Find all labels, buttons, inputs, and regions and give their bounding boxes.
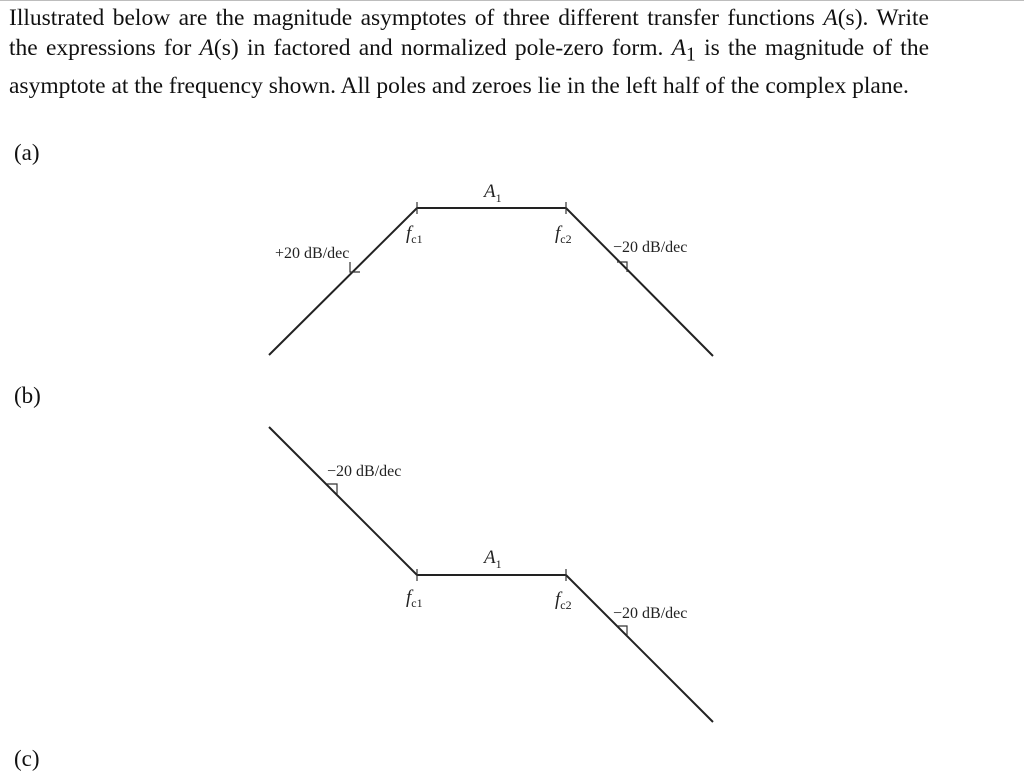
problem-text-part: . Write the expressions for [9,5,929,61]
figure-b [269,427,713,722]
figure-a [269,181,713,356]
figure-b-corner1-label: $f_{c1}$ [406,587,423,610]
problem-text-part: Illustrated below are the magnitude asymptotes of three different transfer functions [9,5,824,31]
problem-text-part: in factored and normalized pole-zero form. [238,35,672,61]
figure-a-right-slope-label: −20 dB/dec [613,239,688,256]
figure-b-corner2-label: $f_{c2}$ [555,589,572,612]
figure-a-corner2-label: $f_{c2}$ [555,223,572,246]
figure-a-left-slope-label: +20 dB/dec [275,245,350,262]
figure-b-plateau-label: $A_1$ [484,547,502,571]
math-var: A [823,5,838,31]
math-arg: (s) [837,5,863,31]
figure-a-plateau-label: $A_1$ [484,181,502,205]
figure-b-left-slope-label: −20 dB/dec [327,463,402,480]
figure-b-right-slope-label: −20 dB/dec [613,605,688,622]
part-c-label: (c) [14,746,40,771]
figure-a-asymptote [269,208,713,356]
math-var: A [671,35,687,61]
part-b-label: (b) [14,383,41,408]
math-arg: (s) [213,35,239,61]
math-subscript: 1 [686,44,696,66]
math-var: A [199,35,214,61]
problem-text-part: is the magnitude of the asymptote at the frequency shown. All poles and zeroes lie in the left half of the complex plane. [9,35,930,99]
part-a-label: (a) [14,140,40,165]
figure-a-corner1-label: $f_{c1}$ [406,223,423,246]
